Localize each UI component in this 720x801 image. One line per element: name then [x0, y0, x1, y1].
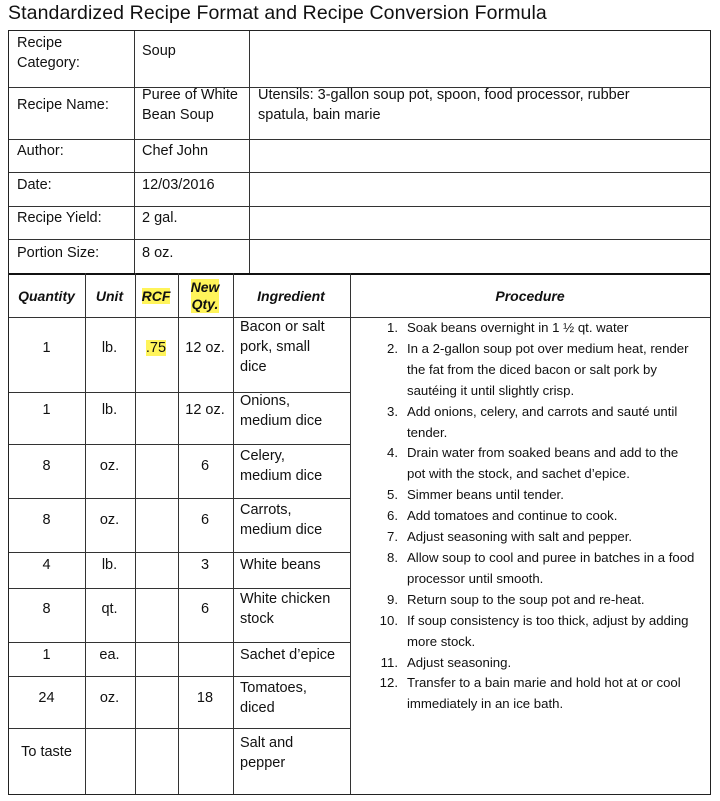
utensils-text: Utensils: 3-gallon soup pot, spoon, food processor, rubber spatula, bain marie — [258, 87, 630, 123]
header-quantity: Quantity — [18, 288, 75, 304]
step-text: Return soup to the soup pot and re-heat. — [407, 591, 645, 607]
step-number: 2. — [387, 340, 398, 356]
step-text: In a 2-gallon soup pot over medium heat, render the fat from the diced bacon or salt pork by sautéing it until slightly crisp. — [407, 340, 689, 398]
row-ingredient: Sachet d’epice — [240, 647, 336, 663]
author-label: Author: — [17, 143, 64, 159]
step-text: Adjust seasoning with salt and pepper. — [407, 529, 633, 545]
portion-label: Portion Size: — [17, 245, 100, 261]
step-number: 3. — [387, 403, 398, 419]
row-ingredient: Carrots, medium dice — [240, 502, 323, 538]
row-ingredient: Bacon or salt pork, small dice — [240, 319, 325, 375]
row-quantity: 1 — [42, 402, 51, 418]
row-quantity: 8 — [42, 512, 51, 528]
divider — [9, 206, 710, 207]
row-quantity: 1 — [42, 647, 51, 663]
list-item — [370, 339, 700, 402]
step-text: Simmer beans until tender. — [407, 487, 564, 503]
divider — [249, 31, 250, 273]
row-unit: ea. — [99, 647, 120, 663]
row-new-qty: 3 — [200, 557, 210, 573]
divider — [9, 642, 350, 643]
row-quantity: 8 — [42, 601, 51, 617]
divider — [134, 31, 135, 273]
page-title: Standardized Recipe Format and Recipe Conversion Formula — [8, 2, 547, 24]
divider — [9, 444, 350, 445]
row-unit: lb. — [101, 402, 118, 418]
row-ingredient: White chicken stock — [240, 591, 331, 627]
divider — [9, 172, 710, 173]
row-ingredient: Onions, medium dice — [240, 393, 323, 429]
step-number: 7. — [387, 529, 398, 545]
divider — [9, 552, 350, 553]
step-text: Allow soup to cool and puree in batches in a food processor until smooth. — [407, 549, 695, 586]
step-text: If soup consistency is too thick, adjust by adding more stock. — [407, 612, 689, 649]
step-text: Soak beans overnight in 1 ½ qt. water — [407, 320, 629, 335]
recipe-name-label: Recipe Name: — [17, 97, 109, 113]
row-rcf: .75 — [145, 340, 167, 356]
row-new-qty: 6 — [200, 458, 210, 474]
header-rcf: RCF — [141, 288, 171, 304]
list-item — [370, 402, 700, 444]
category-label: Recipe Category: — [17, 35, 80, 71]
recipe-name-value: Puree of White Bean Soup — [142, 87, 238, 123]
row-ingredient: Celery, medium dice — [240, 448, 323, 484]
header-ingredient: Ingredient — [257, 288, 325, 304]
divider — [9, 239, 710, 240]
portion-value: 8 oz. — [142, 245, 174, 261]
step-number: 6. — [387, 508, 398, 524]
row-ingredient: White beans — [240, 557, 321, 573]
list-item — [370, 653, 700, 674]
date-label: Date: — [17, 177, 52, 193]
row-unit: oz. — [99, 512, 120, 528]
row-unit: lb. — [101, 340, 118, 356]
step-number: 9. — [387, 591, 398, 607]
divider — [9, 139, 710, 140]
row-new-qty: 12 oz. — [185, 340, 225, 356]
divider — [9, 498, 350, 499]
step-number: 5. — [387, 487, 398, 503]
step-text: Add tomatoes and continue to cook. — [407, 508, 618, 524]
date-value: 12/03/2016 — [142, 177, 215, 193]
row-quantity: 4 — [42, 557, 51, 573]
row-unit: oz. — [99, 690, 120, 706]
step-number: 12. — [379, 675, 398, 691]
row-ingredient: Tomatoes, diced — [240, 680, 307, 716]
row-unit: qt. — [101, 601, 118, 617]
step-text: Add onions, celery, and carrots and sauté until tender. — [407, 403, 678, 440]
procedure-list — [370, 318, 700, 715]
step-number: 1. — [387, 320, 398, 335]
step-number: 11. — [380, 654, 398, 670]
header-new-qty: New Qty. — [190, 279, 220, 312]
row-new-qty: 6 — [200, 512, 210, 528]
list-item — [370, 506, 700, 527]
divider — [9, 676, 350, 677]
yield-value: 2 gal. — [142, 210, 178, 226]
row-unit: lb. — [101, 557, 118, 573]
divider — [233, 273, 234, 794]
list-item — [370, 548, 700, 590]
step-text: Adjust seasoning. — [407, 654, 512, 670]
list-item — [370, 443, 700, 485]
row-new-qty: 6 — [200, 601, 210, 617]
row-quantity: 24 — [38, 690, 55, 706]
category-value: Soup — [142, 43, 176, 59]
row-unit: oz. — [99, 458, 120, 474]
step-number: 8. — [387, 549, 398, 565]
list-item — [370, 485, 700, 506]
row-quantity: 1 — [42, 340, 51, 356]
list-item — [370, 318, 700, 339]
divider — [9, 273, 710, 275]
step-number: 4. — [387, 445, 398, 461]
list-item — [370, 590, 700, 611]
yield-label: Recipe Yield: — [17, 210, 102, 226]
row-ingredient: Salt and pepper — [240, 735, 294, 771]
list-item — [370, 611, 700, 653]
divider — [9, 728, 350, 729]
step-text: Drain water from soaked beans and add to the pot with the stock, and sachet d’epice. — [407, 445, 679, 482]
list-item — [370, 527, 700, 548]
author-value: Chef John — [142, 143, 209, 159]
row-quantity: 8 — [42, 458, 51, 474]
step-text: Transfer to a bain marie and hold hot at or cool immediately in an ice bath. — [407, 675, 681, 712]
header-unit: Unit — [95, 288, 124, 304]
header-procedure: Procedure — [495, 288, 565, 304]
divider — [350, 273, 351, 794]
step-number: 10. — [379, 612, 398, 628]
row-new-qty: 18 — [196, 690, 214, 706]
list-item — [370, 673, 700, 715]
row-quantity: To taste — [21, 744, 72, 760]
row-new-qty: 12 oz. — [185, 402, 225, 418]
